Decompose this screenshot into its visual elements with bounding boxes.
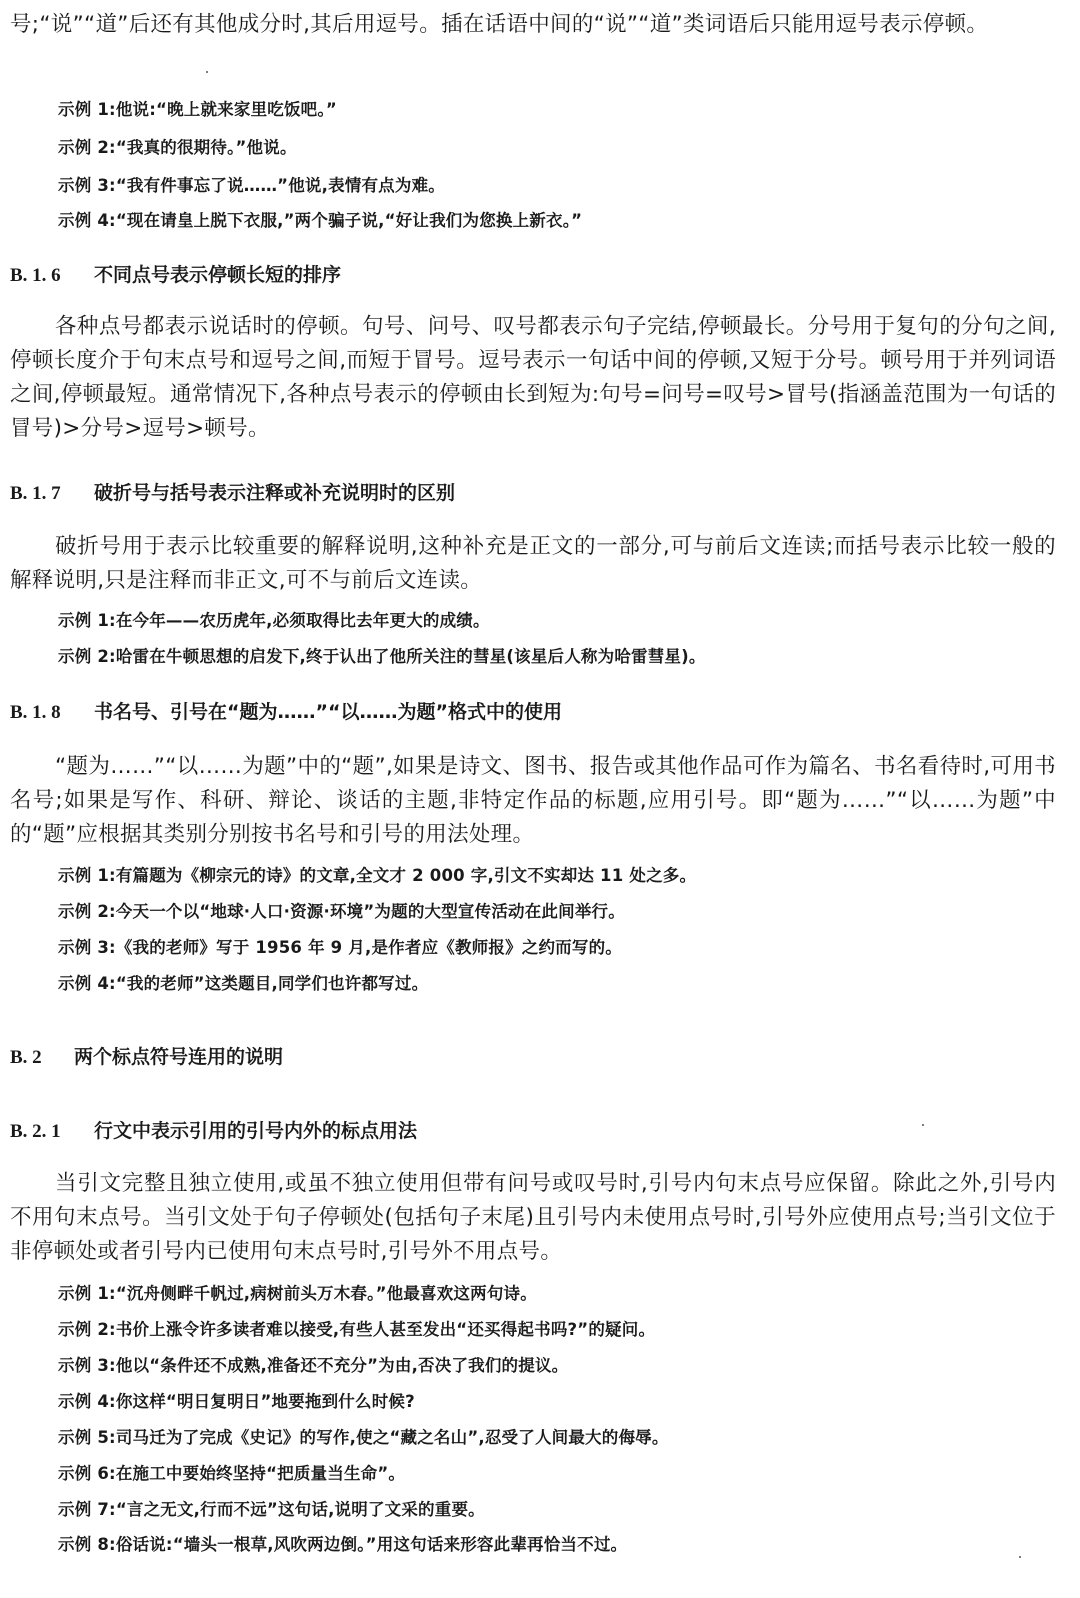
example-line: 示例 7:“言之无文,行而不远”这句话,说明了文采的重要。 — [58, 1500, 485, 1519]
scan-speck — [206, 71, 208, 73]
section-heading-b-1-6 — [10, 262, 341, 289]
example-line: 示例 2:哈雷在牛顿思想的启发下,终于认出了他所关注的彗星(该星后人称为哈雷彗星)。 — [58, 647, 706, 666]
section-paragraph: 破折号用于表示比较重要的解释说明,这种补充是正文的一部分,可与前后文连读;而括号表示比较一般的解释说明,只是注释而非正文,可不与前后文连读。 — [10, 534, 1056, 593]
section-heading-b-1-8 — [10, 699, 562, 726]
section-number: B. 2 — [10, 1047, 42, 1068]
intro-paragraph: 号;“说”“道”后还有其他成分时,其后用逗号。插在话语中间的“说”“道”类词语后只能用逗号表示停顿。 — [10, 12, 989, 37]
scan-speck — [922, 1124, 924, 1126]
example-line: 示例 1:他说:“晚上就来家里吃饭吧。” — [58, 100, 337, 119]
example-line: 示例 2:书价上涨令许多读者难以接受,有些人甚至发出“还买得起书吗?”的疑问。 — [58, 1320, 656, 1339]
section-heading-b-2-1 — [10, 1118, 417, 1145]
section-paragraph: “题为……”“以……为题”中的“题”,如果是诗文、图书、报告或其他作品可作为篇名、书名看待时,可用书名号;如果是写作、科研、辩论、谈话的主题,非特定作品的标题,应用引号。即“题为……”“以……为题”中的“题”应根据其类别分别按书名号和引号的用法处理。 — [10, 754, 1056, 847]
example-line: 示例 4:“我的老师”这类题目,同学们也许都写过。 — [58, 974, 429, 993]
scan-speck — [1019, 1556, 1021, 1558]
example-line: 示例 4:你这样“明日复明日”地要拖到什么时候? — [58, 1392, 415, 1411]
example-line: 示例 3:《我的老师》写于 1956 年 9 月,是作者应《教师报》之约而写的。 — [58, 938, 622, 957]
section-title: 书名号、引号在“题为……”“以……为题”格式中的使用 — [94, 701, 562, 723]
section-number: B. 1. 8 — [10, 702, 61, 723]
section-heading-b-1-7 — [10, 480, 455, 507]
section-number: B. 1. 6 — [10, 265, 61, 286]
section-heading-b-2 — [10, 1044, 283, 1071]
example-line: 示例 6:在施工中要始终坚持“把质量当生命”。 — [58, 1464, 406, 1483]
example-line: 示例 2:“我真的很期待。”他说。 — [58, 138, 297, 157]
section-title: 两个标点符号连用的说明 — [74, 1046, 284, 1068]
example-line: 示例 2:今天一个以“地球·人口·资源·环境”为题的大型宣传活动在此间举行。 — [58, 902, 625, 921]
section-number: B. 2. 1 — [10, 1121, 61, 1142]
example-line: 示例 5:司马迁为了完成《史记》的写作,使之“藏之名山”,忍受了人间最大的侮辱。 — [58, 1428, 669, 1447]
example-line: 示例 1:有篇题为《柳宗元的诗》的文章,全文才 2 000 字,引文不实却达 11 处之多。 — [58, 866, 697, 885]
example-line: 示例 8:俗话说:“墙头一根草,风吹两边倒。”用这句话来形容此辈再恰当不过。 — [58, 1535, 628, 1554]
section-title: 行文中表示引用的引号内外的标点用法 — [94, 1120, 418, 1142]
example-line: 示例 3:他以“条件还不成熟,准备还不充分”为由,否决了我们的提议。 — [58, 1356, 569, 1375]
section-paragraph: 各种点号都表示说话时的停顿。句号、问号、叹号都表示句子完结,停顿最长。分号用于复句的分句之间,停顿长度介于句末点号和逗号之间,而短于冒号。逗号表示一句话中间的停顿,又短于分号。顿号用于并列词语之间,停顿最短。通常情况下,各种点号表示的停顿由长到短为:句号=问号=叹号>冒号(指涵盖范围为一句话的冒号)>分号>逗号>顿号。 — [10, 314, 1056, 441]
example-line: 示例 1:“沉舟侧畔千帆过,病树前头万木春。”他最喜欢这两句诗。 — [58, 1284, 537, 1303]
section-title: 破折号与括号表示注释或补充说明时的区别 — [94, 482, 456, 504]
section-paragraph: 当引文完整且独立使用,或虽不独立使用但带有问号或叹号时,引号内句末点号应保留。除此之外,引号内不用句末点号。当引文处于句子停顿处(包括句子末尾)且引号内未使用点号时,引号外应使用点号;当引文位于非停顿处或者引号内已使用句末点号时,引号外不用点号。 — [10, 1171, 1056, 1264]
section-title: 不同点号表示停顿长短的排序 — [94, 264, 342, 286]
example-line: 示例 4:“现在请皇上脱下衣服,”两个骗子说,“好让我们为您换上新衣。” — [58, 211, 583, 230]
section-number: B. 1. 7 — [10, 483, 61, 504]
example-line: 示例 3:“我有件事忘了说……”他说,表情有点为难。 — [58, 176, 445, 195]
example-line: 示例 1:在今年——农历虎年,必须取得比去年更大的成绩。 — [58, 611, 490, 630]
